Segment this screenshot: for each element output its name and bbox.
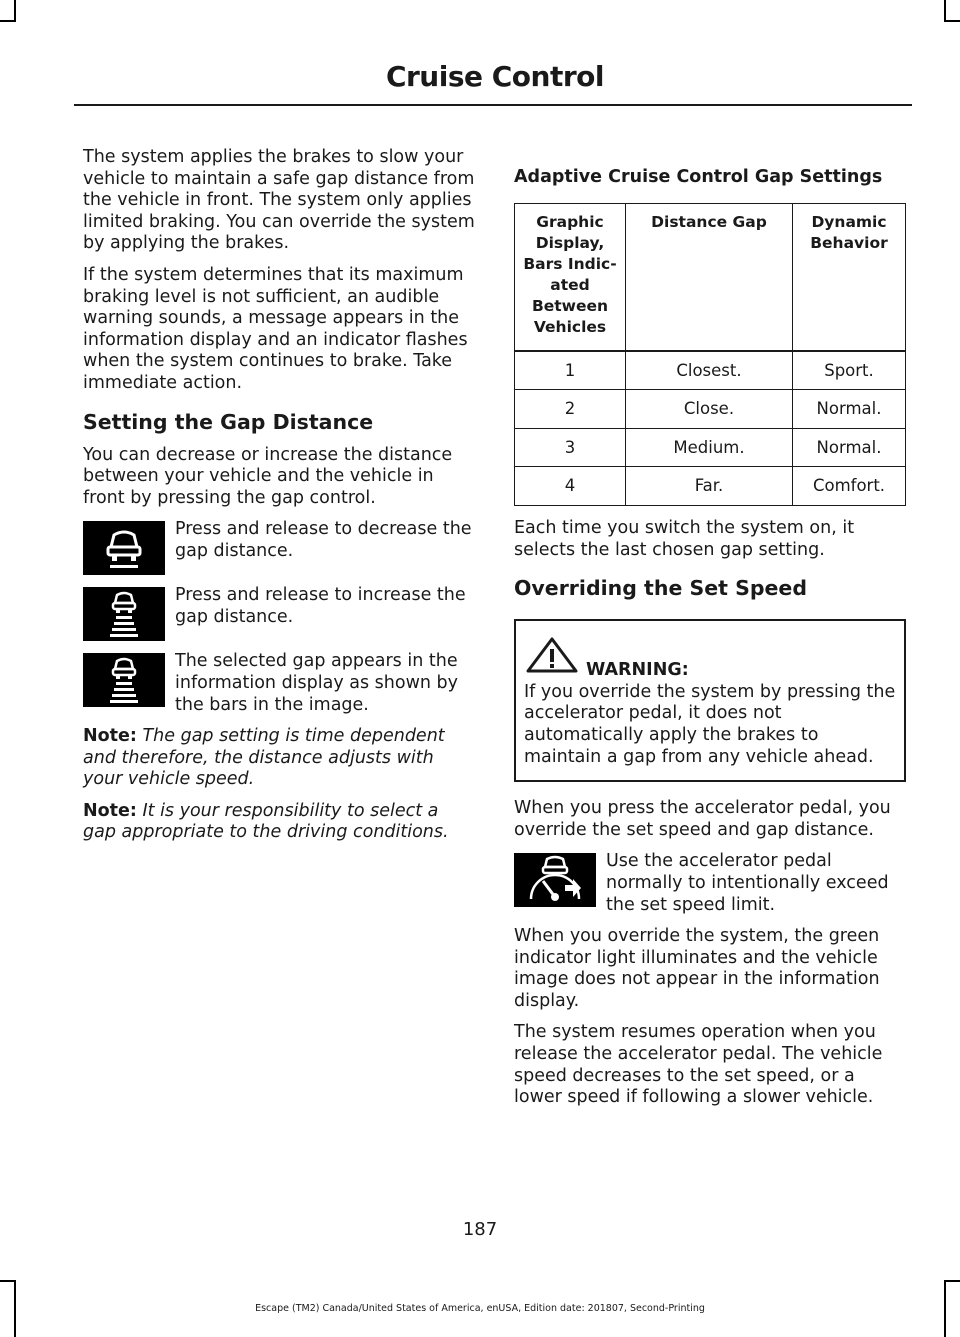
acc-override-icon xyxy=(514,853,596,907)
table-cell: 4 xyxy=(515,467,626,506)
warning-head xyxy=(524,635,896,682)
section-heading: Overriding the Set Speed xyxy=(514,576,808,601)
footer-text: Escape (TM2) Canada/United States of America, enUSA, Edition date: 201807, Second-Printing xyxy=(255,1303,705,1314)
paragraph: The system applies the brakes to slow your vehicle to maintain a safe gap distance from the vehicle in front. The system only applies limited braking. You can override the system by applying the brakes. xyxy=(83,147,475,254)
paragraph: The system resumes operation when you release the accelerator pedal. The vehicle speed decreases to the set speed, or a lower speed if following a slower vehicle. xyxy=(514,1022,883,1108)
table-cell: Medium. xyxy=(626,428,793,467)
table-title: Adaptive Cruise Control Gap Settings xyxy=(514,167,883,187)
right-column xyxy=(514,167,906,1119)
table-cell: Normal. xyxy=(793,428,906,467)
warning-text: If you override the system by pressing the accelerator pedal, it does not automatically apply the brakes to maintain a gap from any vehicle ahead. xyxy=(524,681,896,767)
icon-description: Use the accelerator pedal normally to intentionally exceed the set speed limit. xyxy=(606,851,889,915)
left-column xyxy=(83,147,475,854)
page-number: 187 xyxy=(462,1219,498,1240)
icon-row xyxy=(83,519,475,575)
icon-row xyxy=(83,585,475,641)
note-text: It is your responsibility to select a gap appropriate to the driving conditions. xyxy=(83,800,449,843)
table-row xyxy=(515,351,906,390)
table-cell: Far. xyxy=(626,467,793,506)
warning-triangle-icon xyxy=(524,635,580,682)
paragraph: If the system determines that its maximum braking level is not sufficient, an audible warning sounds, a message appears in the information display and an indicator flashes when the system continues to brake. Take immediate action. xyxy=(83,264,468,393)
table-header: Graphic Display, Bars Indic- ated Between Vehicles xyxy=(515,203,626,351)
note xyxy=(83,801,475,844)
crop-mark xyxy=(0,1280,16,1282)
page-title: Cruise Control xyxy=(385,60,604,93)
table-cell: Comfort. xyxy=(793,467,906,506)
table-cell: 1 xyxy=(515,351,626,390)
crop-mark xyxy=(944,20,960,22)
crop-mark xyxy=(944,0,946,22)
crop-mark xyxy=(14,0,16,22)
table-cell: Closest. xyxy=(626,351,793,390)
table-row xyxy=(515,390,906,429)
paragraph: Each time you switch the system on, it selects the last chosen gap setting. xyxy=(514,517,855,560)
gap-increase-icon xyxy=(83,587,165,641)
crop-mark xyxy=(944,1280,960,1282)
warning-box xyxy=(514,619,906,782)
table-header: Dynamic Behavior xyxy=(793,203,906,351)
crop-mark xyxy=(0,20,16,22)
gap-decrease-icon xyxy=(83,521,165,575)
note-text: The gap setting is time dependent and therefore, the distance adjusts with your vehicle speed. xyxy=(83,726,445,790)
section-heading: Setting the Gap Distance xyxy=(83,409,374,434)
table-cell: 3 xyxy=(515,428,626,467)
table-header: Distance Gap xyxy=(626,203,793,351)
icon-row xyxy=(514,851,906,916)
paragraph: You can decrease or increase the distance between your vehicle and the vehicle in front by pressing the gap control. xyxy=(83,444,453,508)
note xyxy=(83,726,475,791)
icon-row xyxy=(83,651,475,716)
table-cell: Normal. xyxy=(793,390,906,429)
icon-description: Press and release to decrease the gap distance. xyxy=(175,519,472,561)
note-label: Note: xyxy=(83,726,137,747)
icon-description: The selected gap appears in the information display as shown by the bars in the image. xyxy=(175,651,459,715)
warning-label: WARNING: xyxy=(586,660,689,681)
paragraph: When you press the accelerator pedal, you override the set speed and gap distance. xyxy=(514,798,891,840)
header-rule xyxy=(74,104,912,106)
table-header-row xyxy=(515,203,906,351)
table-row xyxy=(515,428,906,467)
gap-settings-table xyxy=(514,203,906,506)
table-cell: 2 xyxy=(515,390,626,429)
table-cell: Close. xyxy=(626,390,793,429)
note-label: Note: xyxy=(83,800,137,821)
table-row xyxy=(515,467,906,506)
icon-description: Press and release to increase the gap distance. xyxy=(175,585,466,627)
gap-bars-icon xyxy=(83,653,165,707)
table-cell: Sport. xyxy=(793,351,906,390)
paragraph: When you override the system, the green indicator light illuminates and the vehicle image does not appear in the information display. xyxy=(514,926,880,1011)
